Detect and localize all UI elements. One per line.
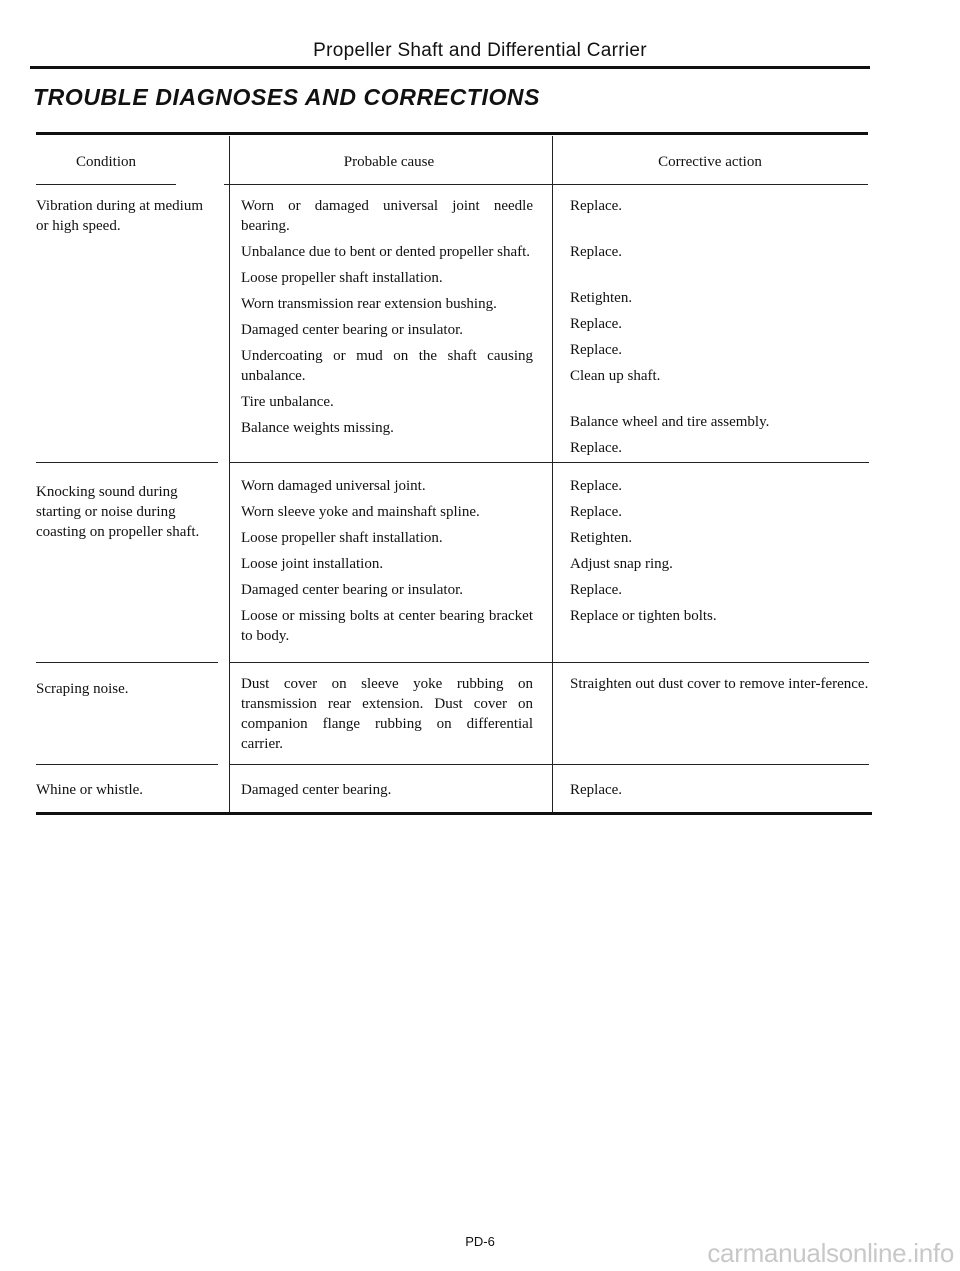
action-item: Straighten out dust cover to remove inter-ference. bbox=[570, 676, 869, 692]
causes-whine bbox=[241, 780, 533, 806]
cause-item: Damaged center bearing or insulator. bbox=[241, 582, 463, 598]
condition-scraping: Scraping noise. bbox=[36, 681, 129, 697]
table-bottom-rule bbox=[36, 812, 872, 815]
action-item: Adjust snap ring. bbox=[570, 556, 673, 572]
cause-item: Damaged center bearing or insulator. bbox=[241, 322, 463, 338]
column-header-cause: Probable cause bbox=[343, 154, 435, 170]
row-rule bbox=[229, 764, 869, 765]
cause-item: Worn or damaged universal joint needle bearing. bbox=[241, 198, 533, 234]
action-item: Replace. bbox=[570, 440, 623, 456]
cause-item: Loose propeller shaft installation. bbox=[241, 530, 443, 546]
action-item: Replace. bbox=[570, 342, 623, 358]
action-item: Replace. bbox=[570, 244, 623, 260]
column-header-condition: Condition bbox=[75, 154, 136, 170]
cause-item: Tire unbalance. bbox=[241, 394, 334, 410]
row-rule bbox=[229, 662, 869, 663]
action-item: Clean up shaft. bbox=[570, 368, 661, 384]
action-item: Replace or tighten bolts. bbox=[570, 608, 717, 624]
section-title: TROUBLE DIAGNOSES AND CORRECTIONS bbox=[33, 84, 541, 110]
action-item: Replace. bbox=[570, 198, 623, 214]
row-rule bbox=[36, 764, 218, 765]
action-item: Replace. bbox=[570, 582, 623, 598]
actions-scraping bbox=[570, 674, 870, 700]
action-item: Balance wheel and tire assembly. bbox=[570, 414, 770, 430]
table-top-rule bbox=[36, 132, 868, 135]
row-rule bbox=[229, 462, 869, 463]
cause-item: Dust cover on sleeve yoke rubbing on transmission rear extension. Dust cover on companion flange rubbing on differential carrier. bbox=[241, 676, 533, 752]
causes-scraping bbox=[241, 674, 533, 760]
cause-item: Loose propeller shaft installation. bbox=[241, 270, 443, 286]
row-rule bbox=[36, 462, 218, 463]
action-item: Retighten. bbox=[570, 290, 633, 306]
action-item: Replace. bbox=[570, 782, 623, 798]
causes-knocking bbox=[241, 476, 533, 652]
cause-item: Damaged center bearing. bbox=[241, 782, 392, 798]
cause-item: Undercoating or mud on the shaft causing unbalance. bbox=[241, 348, 533, 384]
header-rule bbox=[30, 66, 870, 69]
column-divider-1 bbox=[229, 136, 230, 813]
cause-item: Loose joint installation. bbox=[241, 556, 384, 572]
cause-item: Unbalance due to bent or dented propeller shaft. bbox=[241, 244, 531, 260]
header-rule-action bbox=[552, 184, 868, 185]
action-item: Replace. bbox=[570, 504, 623, 520]
header-rule-cause bbox=[224, 184, 554, 185]
page-number: PD-6 bbox=[465, 1234, 495, 1249]
condition-whine: Whine or whistle. bbox=[36, 782, 144, 798]
action-item: Retighten. bbox=[570, 530, 633, 546]
action-item: Replace. bbox=[570, 478, 623, 494]
cause-item: Balance weights missing. bbox=[241, 420, 394, 436]
cause-item: Worn sleeve yoke and mainshaft spline. bbox=[241, 504, 480, 520]
column-header-action: Corrective action bbox=[658, 154, 762, 170]
row-rule bbox=[36, 662, 218, 663]
cause-item: Loose or missing bolts at center bearing bracket to body. bbox=[241, 608, 533, 644]
header-rule-condition bbox=[36, 184, 176, 185]
cause-item: Worn transmission rear extension bushing. bbox=[241, 296, 497, 312]
condition-vibration: Vibration during at medium or high speed. bbox=[36, 198, 203, 234]
actions-whine bbox=[570, 780, 870, 806]
running-header: Propeller Shaft and Differential Carrier bbox=[313, 40, 647, 61]
cause-item: Worn damaged universal joint. bbox=[241, 478, 426, 494]
action-item: Replace. bbox=[570, 316, 623, 332]
causes-vibration bbox=[241, 196, 533, 444]
watermark: carmanualsonline.info bbox=[707, 1238, 954, 1268]
column-divider-2 bbox=[552, 136, 553, 813]
condition-knocking: Knocking sound during starting or noise during coasting on propeller shaft. bbox=[36, 484, 200, 540]
diagnosis-table bbox=[36, 132, 868, 817]
